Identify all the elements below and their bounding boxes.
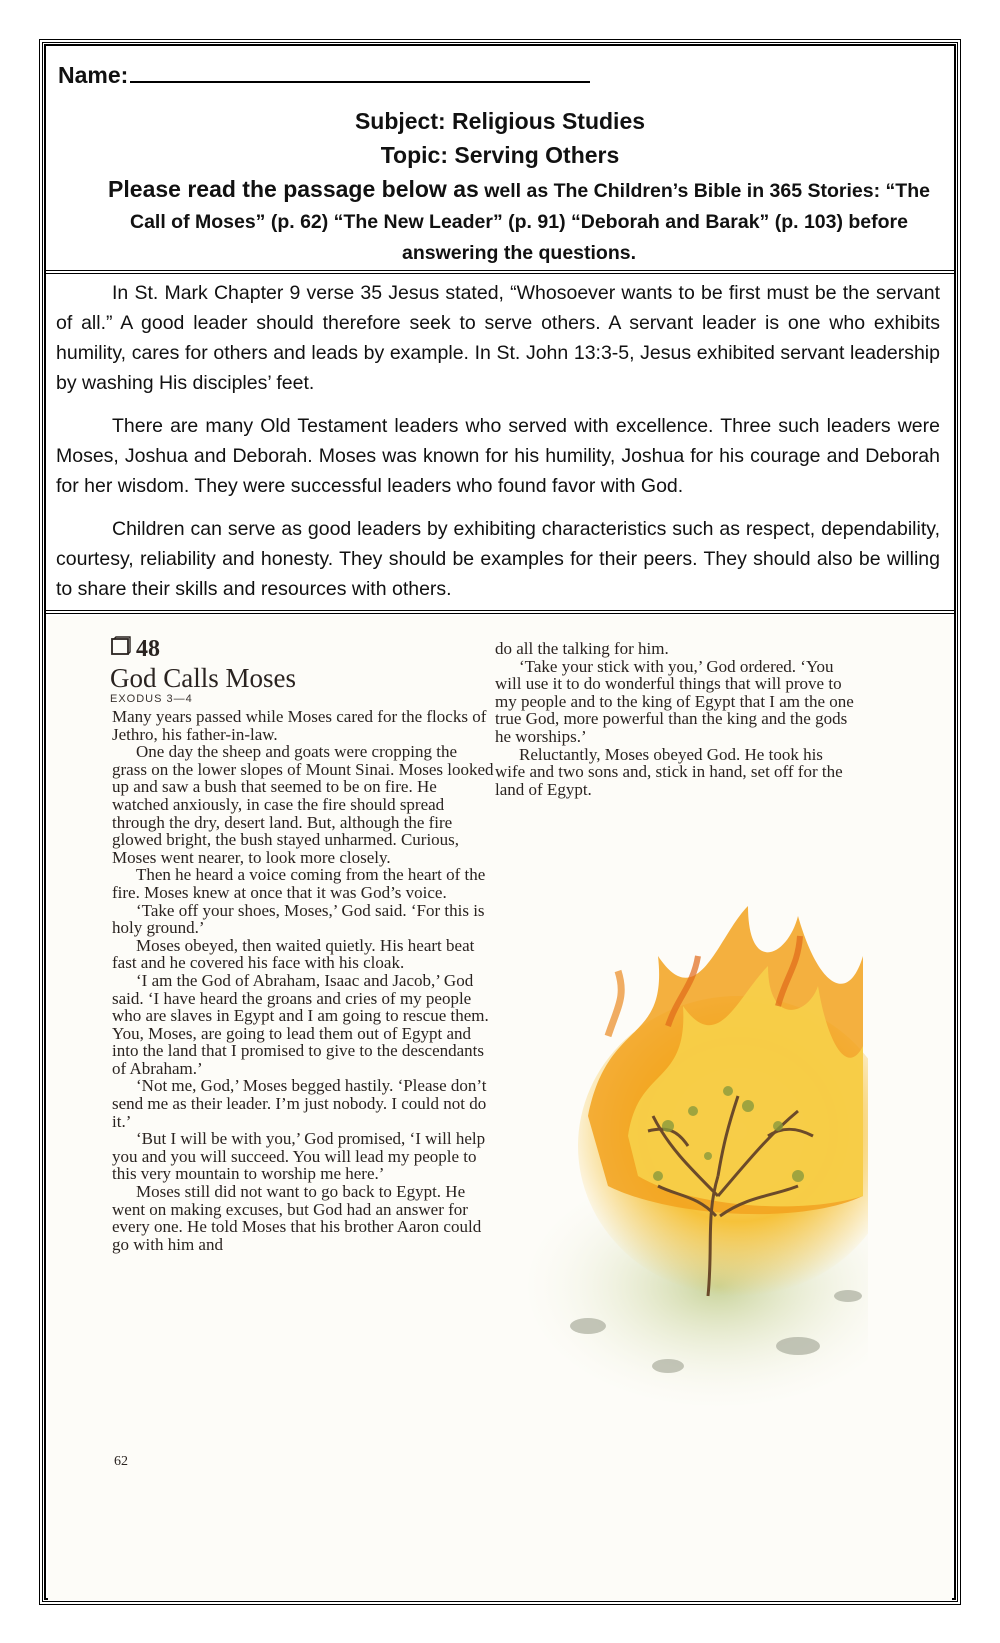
story-paragraph: ‘But I will be with you,’ God promised, ‘I will help you and you will succeed. You will lead my people to this very mountain to worship me here.’ xyxy=(112,1129,486,1184)
name-label: Name: xyxy=(58,62,129,88)
story-header xyxy=(110,636,470,705)
story-paragraph: ‘Not me, God,’ Moses begged hastily. ‘Please don’t send me as their leader. I’m just nobody. I could not do it.’ xyxy=(112,1076,487,1131)
passage-paragraph: There are many Old Testament leaders who served with excellence. Three such leaders were Moses, Joshua and Deborah. Moses was known for his humility, Joshua for his courage and Deborah for her wisdom. They were successful leaders who found favor with God. xyxy=(56,415,940,497)
burning-bush-illustration xyxy=(468,896,868,1416)
story-paragraph: Many years passed while Moses cared for the flocks of Jethro, his father-in-law. xyxy=(112,707,487,744)
story-paragraph: do all the talking for him. xyxy=(495,639,669,658)
name-field[interactable] xyxy=(130,63,590,83)
header-divider xyxy=(44,270,956,274)
story-paragraph: ‘I am the God of Abraham, Isaac and Jacob,’ God said. ‘I have heard the groans and cries of my people who are slaves in Egypt and I am going to rescue them. You, Moses, are going to lead them out of Egypt and into the land that I promised to give to the descendants of Abraham.’ xyxy=(112,970,489,1078)
story-paragraph: Then he heard a voice coming from the heart of the fire. Moses knew at once that it was God’s voice. xyxy=(112,865,486,902)
story-paragraph: ‘Take off your shoes, Moses,’ God said. ‘For this is holy ground.’ xyxy=(112,900,485,938)
instructions xyxy=(94,174,944,269)
story-paragraph: Moses obeyed, then waited quietly. His heart beat fast and he covered his face with his cloak. xyxy=(112,935,475,973)
story-number xyxy=(110,636,470,663)
bible-page-scan xyxy=(48,616,952,1600)
subject-heading: Subject: Religious Studies xyxy=(354,108,646,134)
story-paragraph: Moses still did not want to go back to Egypt. He went on making excuses, but God had an answer for every one. He told Moses that his brother Aaron could go with him and xyxy=(112,1182,482,1254)
passage-divider xyxy=(44,610,956,614)
story-number-text: 48 xyxy=(136,636,160,662)
passage-paragraph: Children can serve as good leaders by exhibiting characteristics such as respect, dependability, courtesy, reliability and honesty. They should be examples for their peers. They should also be willing to share their skills and resources with others. xyxy=(56,518,940,600)
page-number: 62 xyxy=(114,1454,128,1469)
story-paragraph: One day the sheep and goats were cropping the grass on the lower slopes of Mount Sinai. Moses looked up and saw a bush that seemed to be on fire. He watched anxiously, in case the fire should spread through the dry, desert land. But, although the fire glowed bright, the bush stayed unharmed. Curious, Moses went nearer, to look more closely. xyxy=(112,742,494,867)
story-paragraph: ‘Take your stick with you,’ God ordered. ‘You will use it to do wonderful things that will prove to my people and to the king of Egypt that I am the one true God, more powerful than the king and the gods he worships.’ xyxy=(495,656,854,746)
story-paragraph: Reluctantly, Moses obeyed God. He took his wife and two sons and, stick in hand, set off for the land of Egypt. xyxy=(495,744,843,799)
story-column-left xyxy=(112,708,494,1253)
story-reference: EXODUS 3—4 xyxy=(110,693,193,705)
story-column-right xyxy=(495,640,855,798)
topic-heading: Topic: Serving Others xyxy=(380,142,620,168)
book-icon xyxy=(110,636,132,663)
instructions-lead: Please read the passage below as xyxy=(108,176,479,202)
passage-paragraph: In St. Mark Chapter 9 verse 35 Jesus stated, “Whosoever wants to be first must be the servant of all.” A good leader should therefore seek to serve others. A servant leader is one who exhibits humility, cares for others and leads by example. In St. John 13:3-5, Jesus exhibited servant leadership by washing His disciples’ feet. xyxy=(56,282,940,394)
name-row xyxy=(58,62,590,89)
story-title: God Calls Moses xyxy=(110,663,297,693)
worksheet-header xyxy=(48,48,952,270)
reading-passage xyxy=(56,278,940,617)
instructions-rest: well as The Children’s Bible in 365 Stories: “The Call of Moses” (p. 62) “The New Leader” (p. 91) “Deborah and Barak” (p. 103) before answering the questions. xyxy=(129,180,930,264)
